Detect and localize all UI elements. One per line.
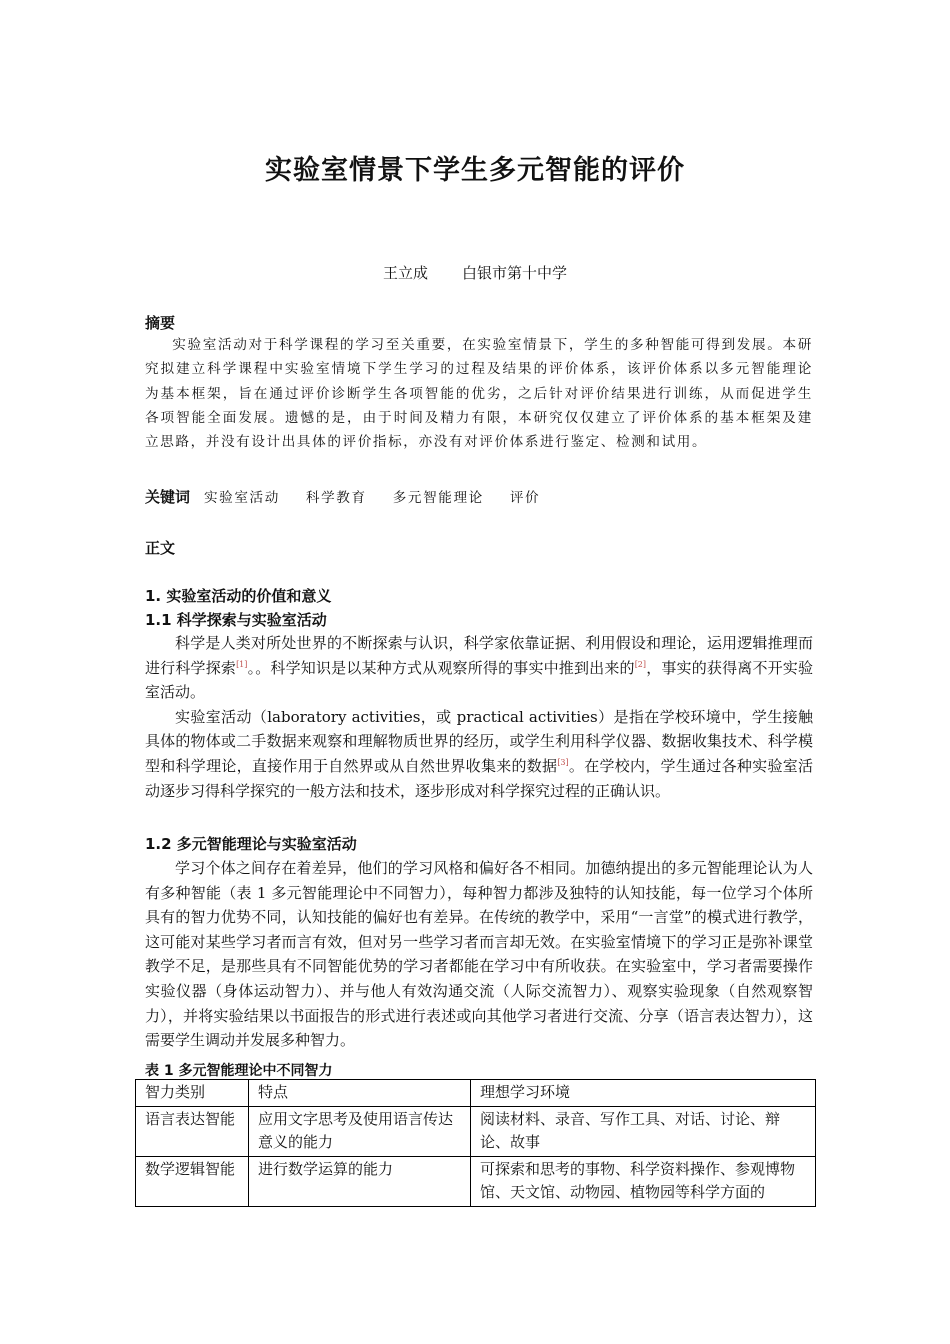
text-run: 实验室活动（laboratory activities，或 practical activities）是指在学校环境中，学生接触具体的物体或二手数据来观察和理解物质世界的经历，或学生利用科学仪器、数据收集技术、科学模型和科学理论，直接作用于自然界或从自然世界收集来的数据 — [145, 707, 813, 775]
keyword: 实验室活动 — [203, 490, 280, 506]
keyword: 科学教育 — [305, 490, 367, 506]
text-run: ，事实的获得离不开实验室活动。 — [145, 658, 813, 702]
paragraph: 学习个体之间存在着差异，他们的学习风格和偏好各不相同。加德纳提出的多元智能理论认为人有多种智能（表 1 多元智能理论中不同智力），每种智力都涉及独特的认知技能，每一位学习个体所具有的智力优势不同，认知技能的偏好也有差异。在传统的教学中，采用“一言堂”的模式进行教学，这可能对某些学习者而言有效，但对另一些学习者而言却无效。在实验室情境下的学习正是弥补课堂教学不足，是那些具有不同智能优势的学习者都能在学习中有所收获。在实验室中，学习者需要操作实验仪器（身体运动智力）、并与他人有效沟通交流（人际交流智力）、观察实验现象（自然观察智力），并将实验结果以书面报告的形式进行表述或向其他学习者进行交流、分享（语言表达智力），这需要学生调动并发展多种智力。 — [145, 859, 813, 1050]
paragraph — [145, 631, 813, 705]
author-affiliation: 白银市第十中学 — [462, 264, 568, 282]
abstract-body — [145, 333, 813, 454]
table-cell: 可探索和思考的事物、科学资料操作、参观博物馆、天文馆、动物园、植物园等科学方面的 — [471, 1156, 816, 1206]
citation-ref[interactable]: [2] — [634, 659, 647, 669]
keywords-label: 关键词 — [145, 488, 191, 506]
intelligence-table — [135, 1079, 816, 1207]
keyword: 多元智能理论 — [392, 490, 484, 506]
text-run: 。。科学知识是以某种方式从观察所得的事实中推到出来的 — [247, 658, 635, 677]
body-heading: 正文 — [145, 539, 176, 557]
keywords-line — [145, 486, 540, 507]
table-header-cell: 智力类别 — [136, 1080, 249, 1107]
table-cell: 数学逻辑智能 — [136, 1156, 249, 1206]
table-header-cell: 特点 — [249, 1080, 471, 1107]
citation-ref[interactable]: [3] — [557, 757, 569, 767]
table-header-row — [136, 1080, 816, 1107]
table-cell: 应用文字思考及使用语言传达意义的能力 — [249, 1106, 471, 1156]
citation-ref[interactable]: [1] — [236, 659, 248, 669]
table-row — [136, 1106, 816, 1156]
table-cell: 进行数学运算的能力 — [249, 1156, 471, 1206]
table-caption: 表 1 多元智能理论中不同智力 — [145, 1063, 333, 1079]
text-run: 科学是人类对所处世界的不断探索与认识，科学家依靠证据、利用假设和理论，运用逻辑推理而进行科学探索 — [145, 634, 813, 677]
section-1-2-heading: 1.2 多元智能理论与实验室活动 — [145, 835, 357, 853]
section-1-heading: 1. 实验室活动的价值和意义 — [145, 587, 332, 605]
keyword: 评价 — [509, 490, 541, 506]
paragraph — [145, 705, 813, 803]
table-cell: 语言表达智能 — [136, 1106, 249, 1156]
table-header-cell: 理想学习环境 — [471, 1080, 816, 1107]
author-name: 王立成 — [382, 264, 428, 282]
abstract-heading: 摘要 — [145, 314, 176, 332]
text-run: 。在学校内，学生通过各种实验室活动逐步习得科学探究的一般方法和技术，逐步形成对科学探究过程的正确认识。 — [145, 756, 813, 800]
paper-title: 实验室情景下学生多元智能的评价 — [265, 155, 685, 186]
abstract-text: 实验室活动对于科学课程的学习至关重要，在实验室情景下，学生的多种智能可得到发展。本研究拟建立科学课程中实验室情境下学生学习的过程及结果的评价体系，该评价体系以多元智能理论为基本框架，旨在通过评价诊断学生各项智能的优劣，之后针对评价结果进行训练，从而促进学生各项智能全面发展。遗憾的是，由于时间及精力有限，本研究仅仅建立了评价体系的基本框架及建立思路，并没有设计出具体的评价指标，亦没有对评价体系进行鉴定、检测和试用。 — [145, 337, 813, 451]
table-cell: 阅读材料、录音、写作工具、对话、讨论、辩论、故事 — [471, 1106, 816, 1156]
author-line — [0, 262, 950, 283]
section-1-2-body — [145, 856, 813, 1053]
section-1-1-body — [145, 631, 813, 803]
table-row — [136, 1156, 816, 1206]
section-1-1-heading: 1.1 科学探索与实验室活动 — [145, 611, 327, 629]
